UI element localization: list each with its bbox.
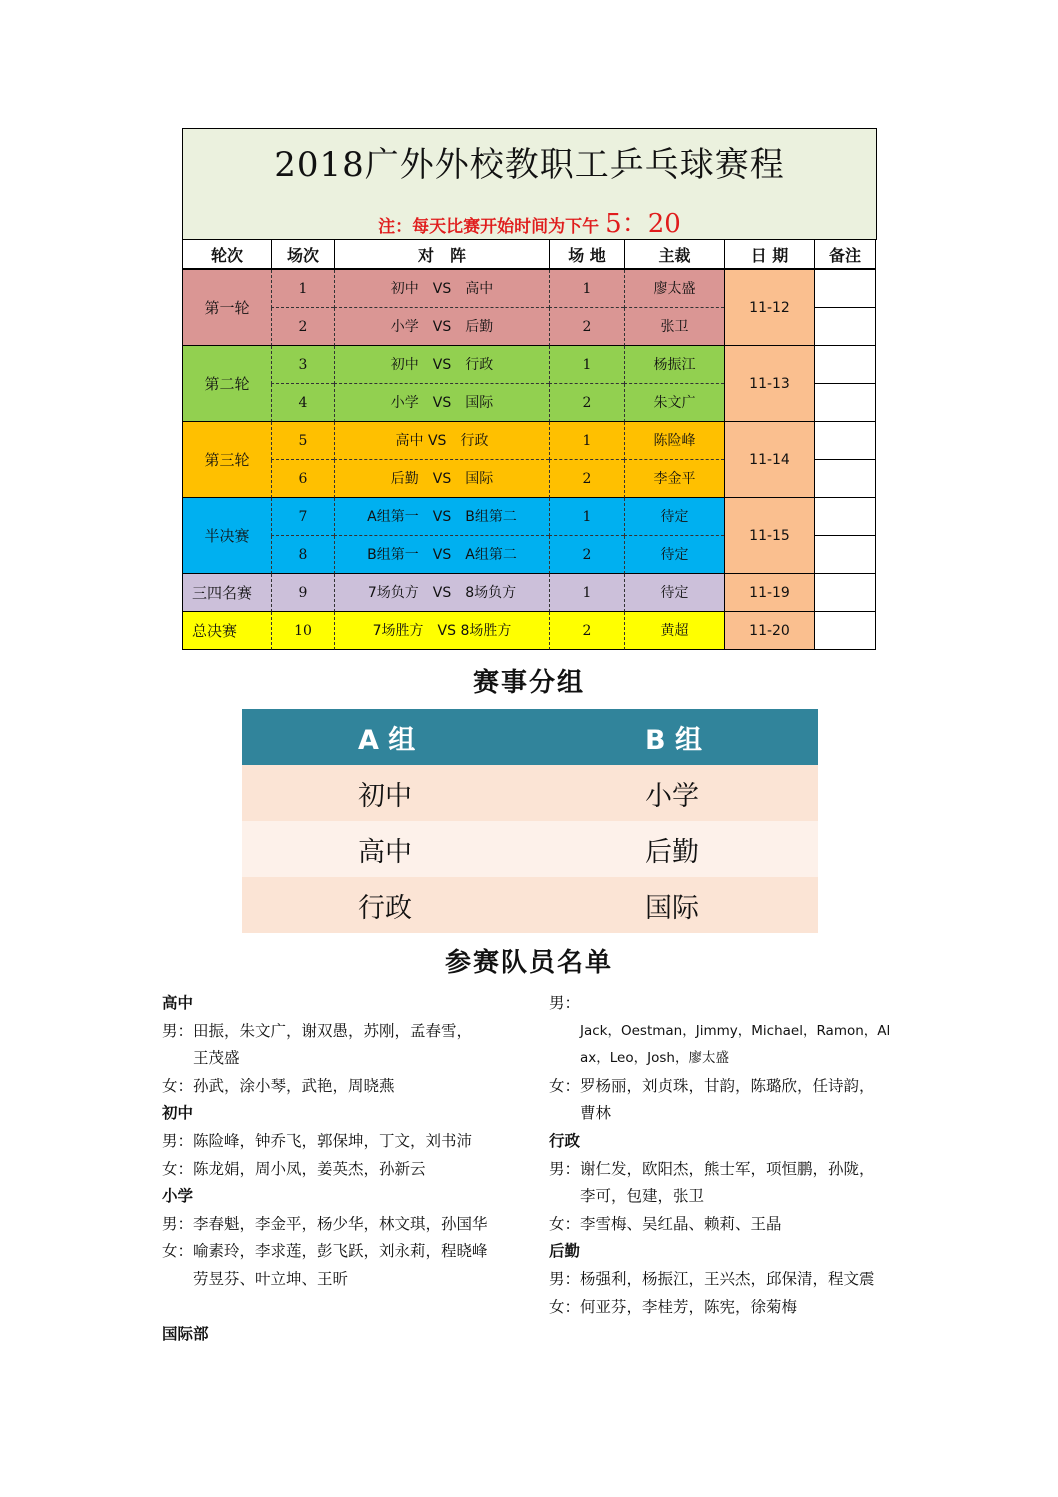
roster-line: 劳昱芬、叶立坤、王昕 [193, 1269, 349, 1288]
match-versus: 初中 VS 行政 [334, 346, 549, 384]
match-versus: 7场负方 VS 8场负方 [334, 574, 549, 612]
roster-right-column [549, 990, 919, 1321]
match-court: 2 [549, 536, 624, 574]
group-row [242, 877, 818, 933]
match-court: 1 [549, 270, 624, 308]
match-versus: A组第一 VS B组第二 [334, 498, 549, 536]
roster-department: 后勤 [549, 1242, 581, 1261]
roster-line: 男：田振，朱文广，谢双愚，苏刚，孟春雪， [162, 1021, 473, 1040]
header-remark: 备注 [814, 239, 876, 270]
remark-cell [814, 346, 876, 384]
remark-cell [814, 460, 876, 498]
match-number: 10 [271, 612, 334, 650]
round-label: 第一轮 [182, 270, 271, 346]
remark-cell [814, 498, 876, 536]
note-time: 5：20 [605, 209, 681, 239]
roster-line: 男：谢仁发，欧阳杰，熊士军，项恒鹏，孙陇， [549, 1159, 875, 1178]
match-number: 5 [271, 422, 334, 460]
match-versus: B组第一 VS A组第二 [334, 536, 549, 574]
round-date: 11-13 [724, 346, 814, 422]
roster-line: 女：陈龙娟，周小凤，姜英杰，孙新云 [162, 1159, 426, 1178]
roster-spacer [162, 1294, 532, 1322]
match-versus: 小学 VS 后勤 [334, 308, 549, 346]
roster-line: 女：何亚芬，李桂芳，陈宪，徐菊梅 [549, 1297, 798, 1316]
match-number: 9 [271, 574, 334, 612]
group-section-title: 赛事分组 [472, 668, 585, 698]
remark-cell [814, 612, 876, 650]
match-court: 2 [549, 460, 624, 498]
match-referee: 张卫 [624, 308, 724, 346]
group-row [242, 765, 818, 821]
roster-line: 女：李雪梅、吴红晶、赖莉、王晶 [549, 1214, 782, 1233]
group-table [242, 709, 818, 933]
match-referee: 陈险峰 [624, 422, 724, 460]
round-date: 11-19 [724, 574, 814, 612]
group-a-team: 高中 [358, 836, 412, 868]
match-number: 3 [271, 346, 334, 384]
header-court: 场 地 [549, 239, 624, 270]
match-number: 1 [271, 270, 334, 308]
match-court: 2 [549, 612, 624, 650]
roster-section-title: 参赛队员名单 [444, 948, 613, 978]
round-date: 11-20 [724, 612, 814, 650]
match-court: 1 [549, 574, 624, 612]
match-referee: 黄超 [624, 612, 724, 650]
match-referee: 待定 [624, 536, 724, 574]
match-versus: 高中 VS 行政 [334, 422, 549, 460]
round-label: 总决赛 [182, 612, 271, 650]
roster-line: 女：喻素玲，李求莲，彭飞跃，刘永莉，程晓峰 [162, 1242, 488, 1261]
match-number: 6 [271, 460, 334, 498]
match-court: 2 [549, 308, 624, 346]
group-b-header: B 组 [645, 724, 702, 756]
roster-line: 李可，包建，张卫 [580, 1187, 705, 1206]
roster-line: 女：罗杨丽，刘贞珠，甘韵，陈璐欣，任诗韵， [549, 1076, 875, 1095]
roster-line: 男： [549, 994, 581, 1012]
round-date: 11-12 [724, 270, 814, 346]
note-prefix: 注：每天比赛开始时间为下午 [378, 217, 600, 237]
match-referee: 杨振江 [624, 346, 724, 384]
roster-line: 男：陈险峰，钟乔飞，郭保坤，丁文，刘书沛 [162, 1131, 473, 1150]
group-header-row [242, 709, 818, 765]
match-versus: 小学 VS 国际 [334, 384, 549, 422]
remark-cell [814, 422, 876, 460]
match-court: 2 [549, 384, 624, 422]
roster-department: 行政 [549, 1131, 581, 1150]
roster-department: 小学 [162, 1187, 194, 1206]
roster-line: 男：杨强利，杨振江，王兴杰，邱保清，程文震 [549, 1269, 875, 1288]
schedule-table [182, 128, 877, 653]
match-number: 7 [271, 498, 334, 536]
round-label: 半决赛 [182, 498, 271, 574]
roster-line: Jack，Oestman，Jimmy，Michael，Ramon，Al [580, 1022, 891, 1039]
match-versus: 后勤 VS 国际 [334, 460, 549, 498]
header-match-no: 场次 [271, 239, 334, 270]
remark-cell [814, 384, 876, 422]
group-b-team: 后勤 [645, 836, 699, 868]
round-date: 11-14 [724, 422, 814, 498]
round-date: 11-15 [724, 498, 814, 574]
remark-cell [814, 308, 876, 346]
roster-department: 国际部 [162, 1325, 209, 1344]
match-versus: 初中 VS 高中 [334, 270, 549, 308]
round-label: 第二轮 [182, 346, 271, 422]
roster-line: 男：李春魁，李金平，杨少华，林文琪，孙国华 [162, 1214, 488, 1233]
group-b-team: 小学 [645, 780, 699, 812]
group-row [242, 821, 818, 877]
roster-department: 初中 [162, 1104, 194, 1123]
start-time-note [183, 203, 876, 240]
group-b-team: 国际 [645, 892, 699, 924]
header-date: 日 期 [724, 239, 814, 270]
schedule-title-box [182, 128, 877, 240]
match-referee: 朱文广 [624, 384, 724, 422]
match-court: 1 [549, 346, 624, 384]
remark-cell [814, 574, 876, 612]
match-court: 1 [549, 422, 624, 460]
match-number: 2 [271, 308, 334, 346]
match-referee: 待定 [624, 498, 724, 536]
header-versus: 对 阵 [334, 239, 549, 270]
round-label: 三四名赛 [182, 574, 271, 612]
remark-cell [814, 536, 876, 574]
match-number: 4 [271, 384, 334, 422]
schedule-title: 2018广外外校教职工乒乓球赛程 [274, 145, 785, 185]
roster-department: 高中 [162, 994, 194, 1012]
match-number: 8 [271, 536, 334, 574]
roster-line: ax，Leo，Josh，廖太盛 [580, 1050, 729, 1067]
match-court: 1 [549, 498, 624, 536]
group-a-team: 行政 [358, 892, 412, 924]
group-a-team: 初中 [358, 780, 412, 812]
roster-line: 女：孙武，涂小琴，武艳，周晓燕 [162, 1076, 395, 1095]
group-a-header: A 组 [358, 724, 416, 756]
match-referee: 李金平 [624, 460, 724, 498]
roster-left-column [162, 990, 532, 1349]
header-referee: 主裁 [624, 239, 724, 270]
match-versus: 7场胜方 VS 8场胜方 [334, 612, 549, 650]
match-referee: 廖太盛 [624, 270, 724, 308]
match-referee: 待定 [624, 574, 724, 612]
header-round: 轮次 [182, 239, 271, 270]
round-label: 第三轮 [182, 422, 271, 498]
roster-line: 曹林 [580, 1104, 612, 1123]
roster-line: 王茂盛 [193, 1049, 240, 1068]
remark-cell [814, 270, 876, 308]
